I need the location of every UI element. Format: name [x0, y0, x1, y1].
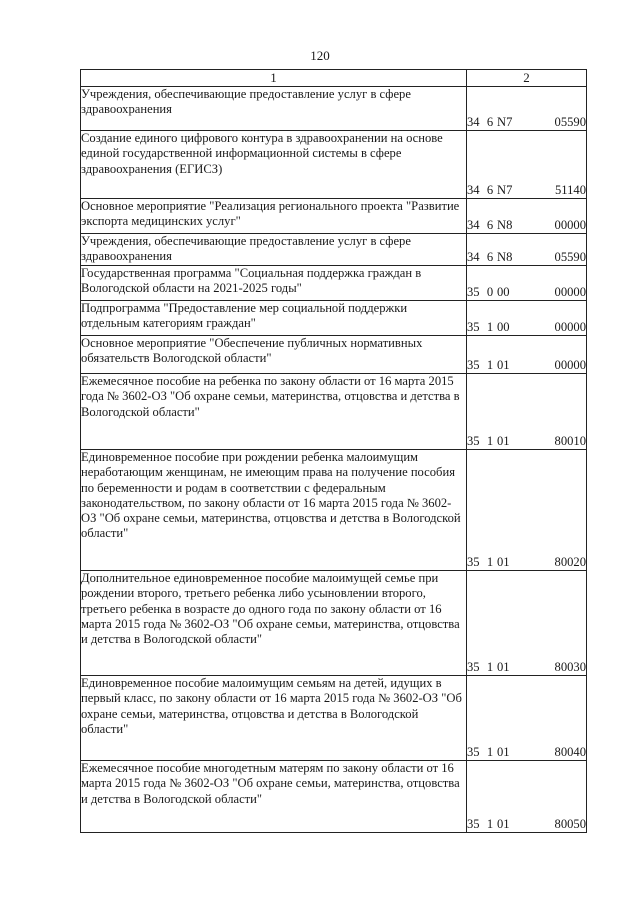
code-activity: N7 [497, 183, 513, 197]
row-name: Создание единого цифрового контура в здравоохранении на основе единой государственной информационной системы в сфере здравоохранения (ЕГИСЗ) [81, 131, 467, 199]
code-subprogram: 1 [486, 555, 494, 569]
code-direction: 05590 [554, 115, 586, 129]
code-program: 35 [467, 745, 480, 759]
row-name: Основное мероприятие "Обеспечение публичных нормативных обязательств Вологодской области" [81, 336, 467, 374]
code-program: 35 [467, 434, 480, 448]
row-code [467, 266, 587, 301]
code-subprogram: 1 [486, 817, 494, 831]
row-name: Ежемесячное пособие многодетным матерям по закону области от 16 марта 2015 года № 3602-ОЗ "Об охране семьи, материнства, отцовства и детства в Вологодской области" [81, 761, 467, 833]
row-code [467, 131, 587, 199]
row-name: Учреждения, обеспечивающие предоставление услуг в сфере здравоохранения [81, 234, 467, 266]
code-program: 34 [467, 250, 480, 264]
table-row [81, 199, 587, 234]
row-name: Государственная программа "Социальная поддержка граждан в Вологодской области на 2021-2025 годы" [81, 266, 467, 301]
code-activity: 01 [497, 555, 510, 569]
code-activity: 01 [497, 817, 510, 831]
code-program: 35 [467, 555, 480, 569]
code-activity: 01 [497, 434, 510, 448]
code-direction: 00000 [554, 358, 586, 372]
code-subprogram: 6 [486, 218, 494, 232]
code-subprogram: 6 [486, 183, 494, 197]
row-name: Единовременное пособие малоимущим семьям на детей, идущих в первый класс, по закону области от 16 марта 2015 года № 3602-ОЗ "Об охране семьи, материнства, отцовства и детства в Вологодской области" [81, 676, 467, 761]
table-row [81, 131, 587, 199]
code-direction: 00000 [554, 218, 586, 232]
row-name: Подпрограмма "Предоставление мер социальной поддержки отдельным категориям граждан" [81, 301, 467, 336]
code-program: 35 [467, 660, 480, 674]
row-code [467, 676, 587, 761]
code-subprogram: 6 [486, 250, 494, 264]
table-row [81, 301, 587, 336]
budget-table [80, 69, 587, 833]
code-program: 34 [467, 183, 480, 197]
page-number: 120 [310, 48, 330, 63]
table-header-row [81, 70, 587, 87]
table-row [81, 676, 587, 761]
row-code [467, 336, 587, 374]
code-subprogram: 1 [486, 320, 494, 334]
code-activity: N7 [497, 115, 513, 129]
table-row [81, 234, 587, 266]
table-row [81, 266, 587, 301]
code-direction: 00000 [554, 320, 586, 334]
code-activity: 01 [497, 745, 510, 759]
code-subprogram: 1 [486, 434, 494, 448]
header-col-2: 2 [467, 70, 587, 87]
table-row [81, 374, 587, 450]
table-row [81, 571, 587, 676]
code-program: 35 [467, 358, 480, 372]
table-row [81, 87, 587, 131]
code-direction: 00000 [554, 285, 586, 299]
code-program: 35 [467, 817, 480, 831]
code-activity: 01 [497, 660, 510, 674]
code-subprogram: 6 [486, 115, 494, 129]
row-code [467, 87, 587, 131]
code-activity: N8 [497, 250, 513, 264]
code-activity: 00 [497, 320, 510, 334]
code-program: 35 [467, 320, 480, 334]
row-code [467, 374, 587, 450]
row-code [467, 199, 587, 234]
row-code [467, 450, 587, 571]
table-row [81, 761, 587, 833]
row-name: Единовременное пособие при рождении ребенка малоимущим неработающим женщинам, не имеющим права на получение пособия по беременности и родам в соответствии с федеральным законодательством, по закону области от 16 марта 2015 года № 3602-ОЗ "Об охране семьи, материнства, отцовства и детства в Вологодской области" [81, 450, 467, 571]
code-direction: 80020 [554, 555, 586, 569]
code-direction: 80030 [554, 660, 586, 674]
code-subprogram: 1 [486, 745, 494, 759]
code-program: 34 [467, 218, 480, 232]
row-name: Учреждения, обеспечивающие предоставление услуг в сфере здравоохранения [81, 87, 467, 131]
row-name: Ежемесячное пособие на ребенка по закону области от 16 марта 2015 года № 3602-ОЗ "Об охране семьи, материнства, отцовства и детства в Вологодской области" [81, 374, 467, 450]
code-direction: 80050 [554, 817, 586, 831]
code-direction: 80040 [554, 745, 586, 759]
row-name: Основное мероприятие "Реализация регионального проекта "Развитие экспорта медицинских услуг" [81, 199, 467, 234]
row-code [467, 571, 587, 676]
code-program: 34 [467, 115, 480, 129]
code-activity: 00 [497, 285, 510, 299]
row-code [467, 234, 587, 266]
code-direction: 51140 [554, 183, 586, 197]
row-name: Дополнительное единовременное пособие малоимущей семье при рождении второго, третьего ребенка либо усыновлении второго, третьего ребенка в возрасте до одного года по закону области от 16 марта 2015 года № 3602-ОЗ "Об охране семьи, материнства, отцовства и детства в Вологодской области" [81, 571, 467, 676]
row-code [467, 301, 587, 336]
code-subprogram: 0 [486, 285, 494, 299]
row-code [467, 761, 587, 833]
code-direction: 80010 [554, 434, 586, 448]
code-direction: 05590 [554, 250, 586, 264]
code-activity: N8 [497, 218, 513, 232]
table-row [81, 450, 587, 571]
header-col-1: 1 [81, 70, 467, 87]
code-subprogram: 1 [486, 358, 494, 372]
code-program: 35 [467, 285, 480, 299]
table-row [81, 336, 587, 374]
code-activity: 01 [497, 358, 510, 372]
code-subprogram: 1 [486, 660, 494, 674]
